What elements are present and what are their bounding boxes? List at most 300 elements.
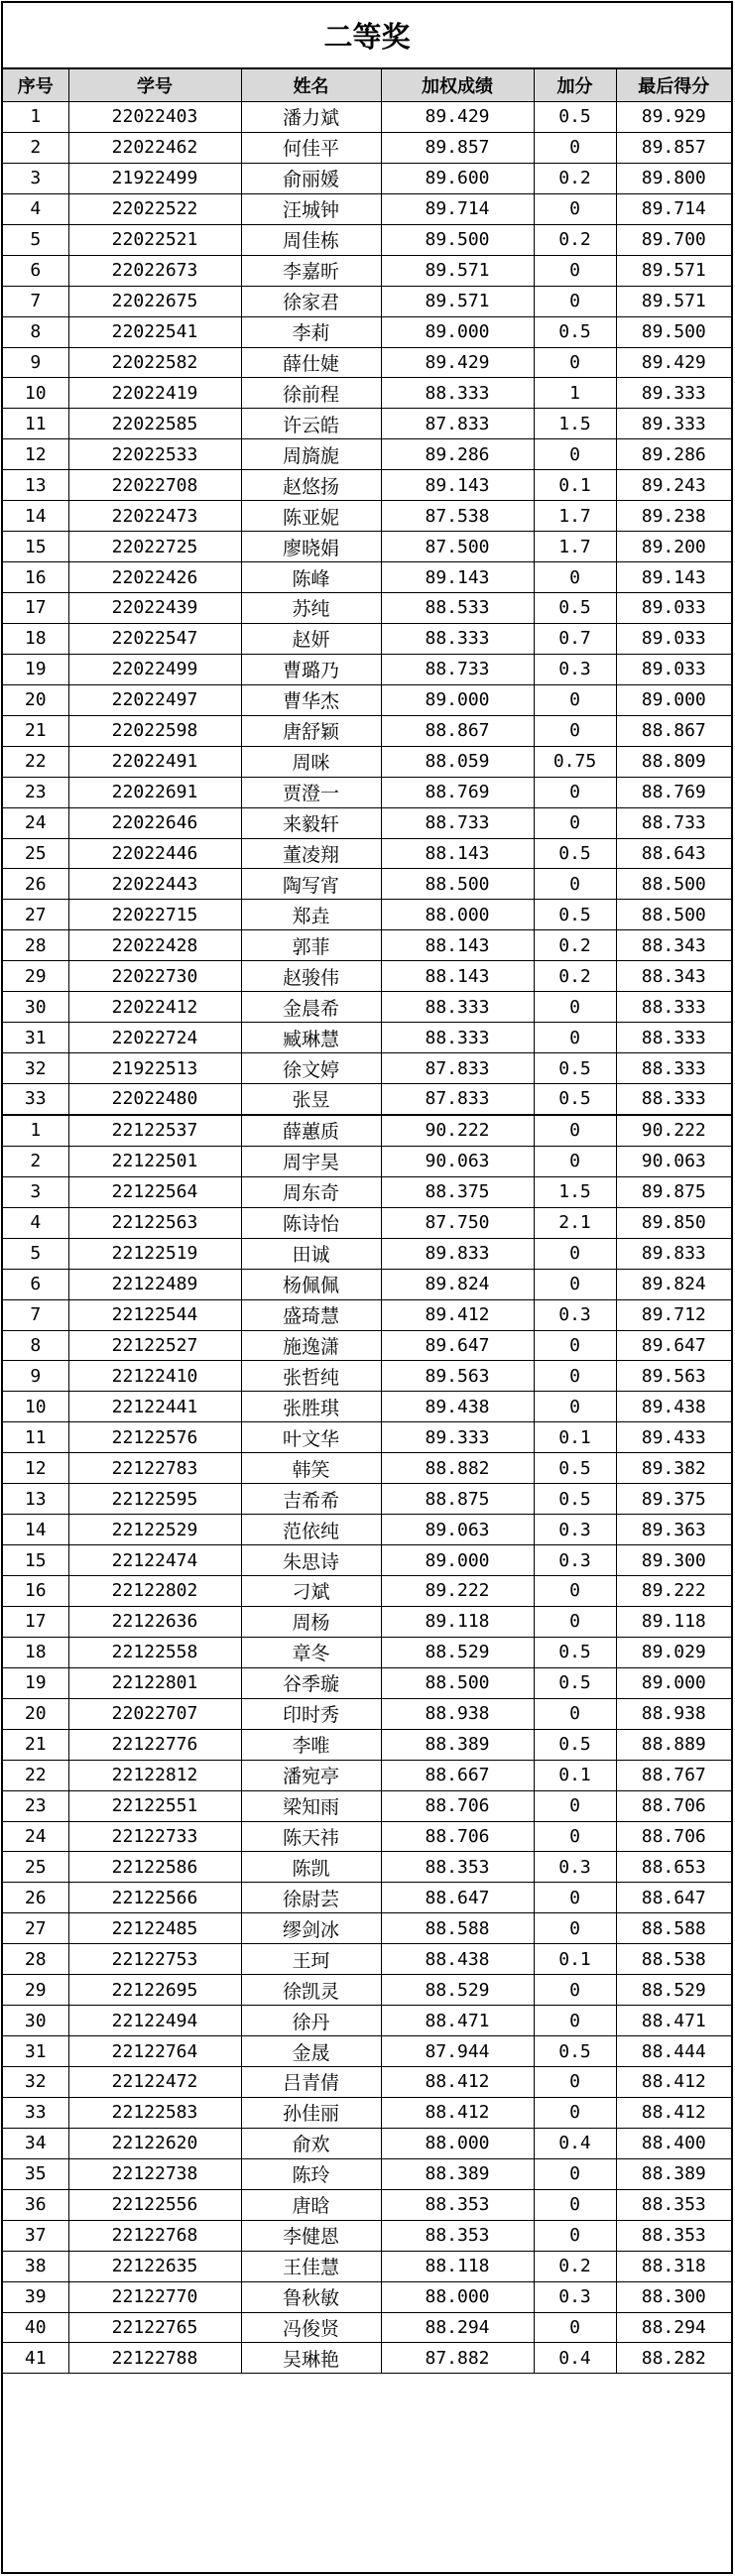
cell-final-score: 89.033 [616,623,731,654]
cell-name: 陶写宵 [241,869,381,900]
cell-bonus: 0.5 [534,1053,616,1084]
cell-name: 谷季璇 [241,1667,381,1698]
table-row [3,1238,731,1269]
cell-student-id: 22022598 [68,715,241,746]
cell-final-score: 88.538 [616,1944,731,1975]
cell-final-score: 88.444 [616,2036,731,2067]
cell-index: 29 [3,1975,68,2006]
cell-student-id: 22022403 [68,102,241,133]
cell-name: 薛仕婕 [241,347,381,378]
cell-final-score: 88.353 [616,2189,731,2220]
cell-name: 赵悠扬 [241,470,381,501]
cell-student-id: 22122489 [68,1269,241,1299]
cell-final-score: 88.333 [616,1023,731,1053]
cell-bonus: 0 [534,1361,616,1392]
cell-final-score: 88.412 [616,2067,731,2098]
cell-weighted-score: 88.867 [381,715,534,746]
cell-student-id: 22022412 [68,992,241,1023]
cell-index: 25 [3,1852,68,1883]
cell-final-score: 89.033 [616,593,731,624]
table-row [3,1790,731,1821]
cell-student-id: 22022547 [68,623,241,654]
cell-student-id: 22122802 [68,1576,241,1607]
cell-index: 3 [3,1176,68,1207]
cell-bonus: 0 [534,2220,616,2251]
cell-student-id: 22122738 [68,2158,241,2189]
cell-final-score: 88.529 [616,1975,731,2006]
cell-bonus: 0.5 [534,316,616,347]
cell-student-id: 22122474 [68,1545,241,1576]
cell-final-score: 89.286 [616,439,731,470]
cell-index: 7 [3,1299,68,1330]
cell-weighted-score: 88.769 [381,777,534,807]
cell-student-id: 22022675 [68,286,241,316]
cell-weighted-score: 89.429 [381,102,534,133]
cell-index: 38 [3,2251,68,2281]
cell-bonus: 0 [534,992,616,1023]
table-row [3,2128,731,2158]
cell-index: 23 [3,777,68,807]
cell-bonus: 0 [534,1576,616,1607]
cell-final-score: 88.333 [616,1084,731,1115]
cell-name: 盛琦慧 [241,1299,381,1330]
cell-name: 来毅轩 [241,807,381,838]
cell-student-id: 22122563 [68,1207,241,1238]
cell-bonus: 0 [534,684,616,715]
cell-final-score: 89.118 [616,1606,731,1637]
table-row [3,1207,731,1238]
cell-weighted-score: 89.438 [381,1392,534,1422]
table-row [3,2067,731,2098]
cell-bonus: 0.3 [534,1852,616,1883]
cell-weighted-score: 88.733 [381,654,534,684]
cell-student-id: 22022724 [68,1023,241,1053]
table-row [3,961,731,992]
cell-name: 俞欢 [241,2128,381,2158]
cell-bonus: 0.1 [534,1422,616,1453]
table-row [3,1515,731,1545]
cell-name: 赵妍 [241,623,381,654]
cell-bonus: 0.1 [534,470,616,501]
cell-final-score: 89.382 [616,1453,731,1484]
table-row [3,1944,731,1975]
table-row [3,1361,731,1392]
table-row [3,684,731,715]
cell-name: 苏纯 [241,593,381,624]
cell-final-score: 88.889 [616,1729,731,1760]
cell-name: 陈峰 [241,562,381,593]
cell-name: 田诚 [241,1238,381,1269]
cell-index: 1 [3,1115,68,1146]
cell-bonus: 0.1 [534,1944,616,1975]
cell-student-id: 22022419 [68,378,241,409]
cell-student-id: 22022491 [68,746,241,777]
cell-name: 周佳栋 [241,224,381,255]
cell-name: 李唯 [241,1729,381,1760]
cell-student-id: 21922513 [68,1053,241,1084]
cell-bonus: 0 [534,193,616,224]
table-row [3,715,731,746]
cell-bonus: 0.1 [534,1760,616,1790]
cell-final-score: 89.433 [616,1422,731,1453]
table-row [3,746,731,777]
cell-final-score: 89.333 [616,378,731,409]
cell-bonus: 0.75 [534,746,616,777]
cell-name: 徐家君 [241,286,381,316]
cell-index: 16 [3,1576,68,1607]
cell-weighted-score: 89.118 [381,1606,534,1637]
cell-name: 张哲纯 [241,1361,381,1392]
table-row [3,286,731,316]
cell-weighted-score: 88.667 [381,1760,534,1790]
cell-bonus: 0 [534,2158,616,2189]
cell-weighted-score: 88.389 [381,2158,534,2189]
cell-final-score: 89.375 [616,1484,731,1515]
cell-index: 23 [3,1790,68,1821]
cell-bonus: 0 [534,2312,616,2343]
cell-index: 1 [3,102,68,133]
cell-index: 31 [3,2036,68,2067]
cell-bonus: 0 [534,1913,616,1944]
cell-name: 刁斌 [241,1576,381,1607]
cell-final-score: 89.824 [616,1269,731,1299]
cell-final-score: 89.222 [616,1576,731,1607]
cell-final-score: 89.238 [616,501,731,532]
cell-name: 陈天祎 [241,1821,381,1852]
cell-student-id: 22022730 [68,961,241,992]
cell-weighted-score: 89.000 [381,684,534,715]
cell-student-id: 22122544 [68,1299,241,1330]
cell-index: 35 [3,2158,68,2189]
cell-weighted-score: 89.143 [381,562,534,593]
cell-bonus: 0 [534,1821,616,1852]
cell-bonus: 0 [534,286,616,316]
table-row [3,1760,731,1790]
cell-weighted-score: 87.750 [381,1207,534,1238]
cell-name: 潘力斌 [241,102,381,133]
cell-final-score: 89.363 [616,1515,731,1545]
cell-weighted-score: 88.118 [381,2251,534,2281]
cell-bonus: 0.5 [534,1637,616,1667]
cell-index: 19 [3,1667,68,1698]
cell-name: 杨佩佩 [241,1269,381,1299]
cell-weighted-score: 88.353 [381,1852,534,1883]
cell-weighted-score: 88.529 [381,1637,534,1667]
table-row [3,1883,731,1913]
cell-weighted-score: 88.375 [381,1176,534,1207]
cell-student-id: 22122788 [68,2343,241,2374]
table-row [3,1330,731,1361]
header-bonus: 加分 [534,69,616,102]
header-index: 序号 [3,69,68,102]
cell-index: 17 [3,1606,68,1637]
cell-final-score: 89.875 [616,1176,731,1207]
cell-name: 廖晓娟 [241,532,381,562]
cell-weighted-score: 88.706 [381,1790,534,1821]
cell-final-score: 89.429 [616,347,731,378]
table-row [3,1852,731,1883]
cell-weighted-score: 88.500 [381,869,534,900]
cell-name: 吕青倩 [241,2067,381,2098]
cell-final-score: 88.471 [616,2006,731,2036]
cell-weighted-score: 88.353 [381,2220,534,2251]
cell-weighted-score: 89.563 [381,1361,534,1392]
cell-bonus: 0 [534,2067,616,2098]
cell-weighted-score: 89.000 [381,316,534,347]
cell-index: 2 [3,132,68,163]
cell-final-score: 88.938 [616,1698,731,1729]
table-row [3,378,731,409]
cell-index: 15 [3,532,68,562]
cell-name: 周东奇 [241,1176,381,1207]
cell-index: 20 [3,1698,68,1729]
cell-student-id: 22022715 [68,900,241,930]
cell-final-score: 88.500 [616,869,731,900]
cell-student-id: 22022646 [68,807,241,838]
cell-weighted-score: 87.944 [381,2036,534,2067]
cell-bonus: 0 [534,439,616,470]
cell-final-score: 88.318 [616,2251,731,2281]
cell-bonus: 0 [534,869,616,900]
cell-final-score: 88.767 [616,1760,731,1790]
cell-student-id: 22122472 [68,2067,241,2098]
cell-student-id: 22122765 [68,2312,241,2343]
cell-index: 15 [3,1545,68,1576]
cell-student-id: 22022439 [68,593,241,624]
cell-final-score: 90.063 [616,1146,731,1176]
cell-index: 33 [3,2097,68,2128]
table-row [3,1484,731,1515]
cell-name: 李莉 [241,316,381,347]
cell-student-id: 22122485 [68,1913,241,1944]
cell-final-score: 88.647 [616,1883,731,1913]
cell-student-id: 22122519 [68,1238,241,1269]
cell-final-score: 89.563 [616,1361,731,1392]
table-row [3,1299,731,1330]
cell-bonus: 0 [534,777,616,807]
table-row [3,1576,731,1607]
cell-final-score: 89.571 [616,255,731,286]
table-row [3,2220,731,2251]
cell-index: 28 [3,930,68,961]
cell-name: 缪剑冰 [241,1913,381,1944]
cell-student-id: 22122776 [68,1729,241,1760]
cell-name: 印时秀 [241,1698,381,1729]
cell-bonus: 0.3 [534,1545,616,1576]
cell-bonus: 0.5 [534,593,616,624]
cell-student-id: 22022480 [68,1084,241,1115]
cell-student-id: 22022521 [68,224,241,255]
award-table [3,69,731,2374]
cell-student-id: 22122410 [68,1361,241,1392]
cell-index: 8 [3,316,68,347]
cell-final-score: 88.333 [616,992,731,1023]
cell-weighted-score: 89.571 [381,286,534,316]
sheet-title: 二等奖 [3,3,731,69]
cell-final-score: 89.029 [616,1637,731,1667]
cell-index: 3 [3,163,68,193]
cell-index: 34 [3,2128,68,2158]
cell-student-id: 22022708 [68,470,241,501]
cell-final-score: 89.500 [616,316,731,347]
cell-name: 冯俊贤 [241,2312,381,2343]
cell-final-score: 88.300 [616,2281,731,2312]
cell-weighted-score: 88.938 [381,1698,534,1729]
cell-index: 33 [3,1084,68,1115]
cell-final-score: 88.809 [616,746,731,777]
table-row [3,1637,731,1667]
cell-index: 37 [3,2220,68,2251]
cell-index: 14 [3,501,68,532]
table-row [3,777,731,807]
cell-name: 徐凯灵 [241,1975,381,2006]
cell-bonus: 0.2 [534,2251,616,2281]
table-row [3,1392,731,1422]
cell-student-id: 22022443 [68,869,241,900]
cell-bonus: 0.3 [534,1515,616,1545]
cell-bonus: 0.3 [534,654,616,684]
cell-name: 王珂 [241,1944,381,1975]
cell-student-id: 22122770 [68,2281,241,2312]
table-row [3,838,731,869]
cell-bonus: 0.2 [534,224,616,255]
cell-index: 31 [3,1023,68,1053]
cell-name: 韩笑 [241,1453,381,1484]
cell-index: 13 [3,1484,68,1515]
cell-student-id: 22122801 [68,1667,241,1698]
cell-name: 叶文华 [241,1422,381,1453]
table-row [3,347,731,378]
cell-name: 曹华杰 [241,684,381,715]
cell-bonus: 0 [534,132,616,163]
cell-index: 39 [3,2281,68,2312]
cell-name: 金晟 [241,2036,381,2067]
table-row [3,2189,731,2220]
table-row [3,439,731,470]
cell-name: 薛蕙质 [241,1115,381,1146]
table-row [3,1146,731,1176]
cell-bonus: 0.5 [534,838,616,869]
cell-index: 28 [3,1944,68,1975]
cell-bonus: 0 [534,255,616,286]
table-row [3,807,731,838]
cell-bonus: 0.5 [534,900,616,930]
cell-weighted-score: 88.706 [381,1821,534,1852]
cell-student-id: 22122753 [68,1944,241,1975]
cell-weighted-score: 88.412 [381,2067,534,2098]
cell-student-id: 22122527 [68,1330,241,1361]
cell-student-id: 22122501 [68,1146,241,1176]
cell-weighted-score: 88.000 [381,2128,534,2158]
cell-student-id: 22122812 [68,1760,241,1790]
cell-student-id: 22122635 [68,2251,241,2281]
cell-weighted-score: 89.647 [381,1330,534,1361]
cell-index: 10 [3,1392,68,1422]
cell-index: 20 [3,684,68,715]
cell-bonus: 0.3 [534,2281,616,2312]
cell-index: 22 [3,746,68,777]
cell-bonus: 1.5 [534,1176,616,1207]
cell-bonus: 0.5 [534,1484,616,1515]
cell-weighted-score: 89.600 [381,163,534,193]
table-body [3,102,731,2374]
cell-name: 徐文婷 [241,1053,381,1084]
cell-index: 25 [3,838,68,869]
cell-final-score: 88.706 [616,1790,731,1821]
cell-student-id: 22122768 [68,2220,241,2251]
cell-student-id: 22122441 [68,1392,241,1422]
cell-name: 章冬 [241,1637,381,1667]
cell-name: 周宇昊 [241,1146,381,1176]
cell-weighted-score: 89.833 [381,1238,534,1269]
cell-bonus: 0 [534,1606,616,1637]
cell-weighted-score: 87.500 [381,532,534,562]
cell-student-id: 22122566 [68,1883,241,1913]
cell-index: 29 [3,961,68,992]
table-row [3,900,731,930]
cell-index: 26 [3,1883,68,1913]
cell-name: 臧琳慧 [241,1023,381,1053]
cell-bonus: 0 [534,1269,616,1299]
cell-index: 36 [3,2189,68,2220]
cell-index: 11 [3,409,68,439]
table-row [3,593,731,624]
cell-name: 孙佳丽 [241,2097,381,2128]
cell-weighted-score: 88.143 [381,961,534,992]
cell-bonus: 0.2 [534,163,616,193]
cell-name: 唐晗 [241,2189,381,2220]
cell-bonus: 0 [534,807,616,838]
cell-name: 徐前程 [241,378,381,409]
cell-student-id: 22022673 [68,255,241,286]
cell-bonus: 0 [534,1146,616,1176]
cell-weighted-score: 88.471 [381,2006,534,2036]
cell-name: 郑垚 [241,900,381,930]
cell-name: 朱思诗 [241,1545,381,1576]
table-row [3,409,731,439]
table-row [3,224,731,255]
cell-final-score: 88.343 [616,930,731,961]
cell-weighted-score: 90.063 [381,1146,534,1176]
cell-student-id: 22022462 [68,132,241,163]
cell-bonus: 0 [534,1698,616,1729]
cell-index: 40 [3,2312,68,2343]
cell-student-id: 22022541 [68,316,241,347]
cell-weighted-score: 89.714 [381,193,534,224]
cell-student-id: 22022426 [68,562,241,593]
cell-name: 潘宛亭 [241,1760,381,1790]
cell-index: 6 [3,1269,68,1299]
cell-index: 19 [3,654,68,684]
cell-index: 6 [3,255,68,286]
cell-bonus: 0 [534,2189,616,2220]
cell-student-id: 22122494 [68,2006,241,2036]
cell-weighted-score: 87.833 [381,1084,534,1115]
table-row [3,1545,731,1576]
cell-weighted-score: 88.000 [381,2281,534,2312]
cell-student-id: 21922499 [68,163,241,193]
table-row [3,1698,731,1729]
table-row [3,869,731,900]
cell-weighted-score: 88.529 [381,1975,534,2006]
cell-weighted-score: 88.294 [381,2312,534,2343]
cell-final-score: 89.300 [616,1545,731,1576]
table-row [3,2006,731,2036]
cell-name: 郭菲 [241,930,381,961]
cell-student-id: 22122595 [68,1484,241,1515]
cell-student-id: 22122551 [68,1790,241,1821]
cell-student-id: 22122576 [68,1422,241,1453]
